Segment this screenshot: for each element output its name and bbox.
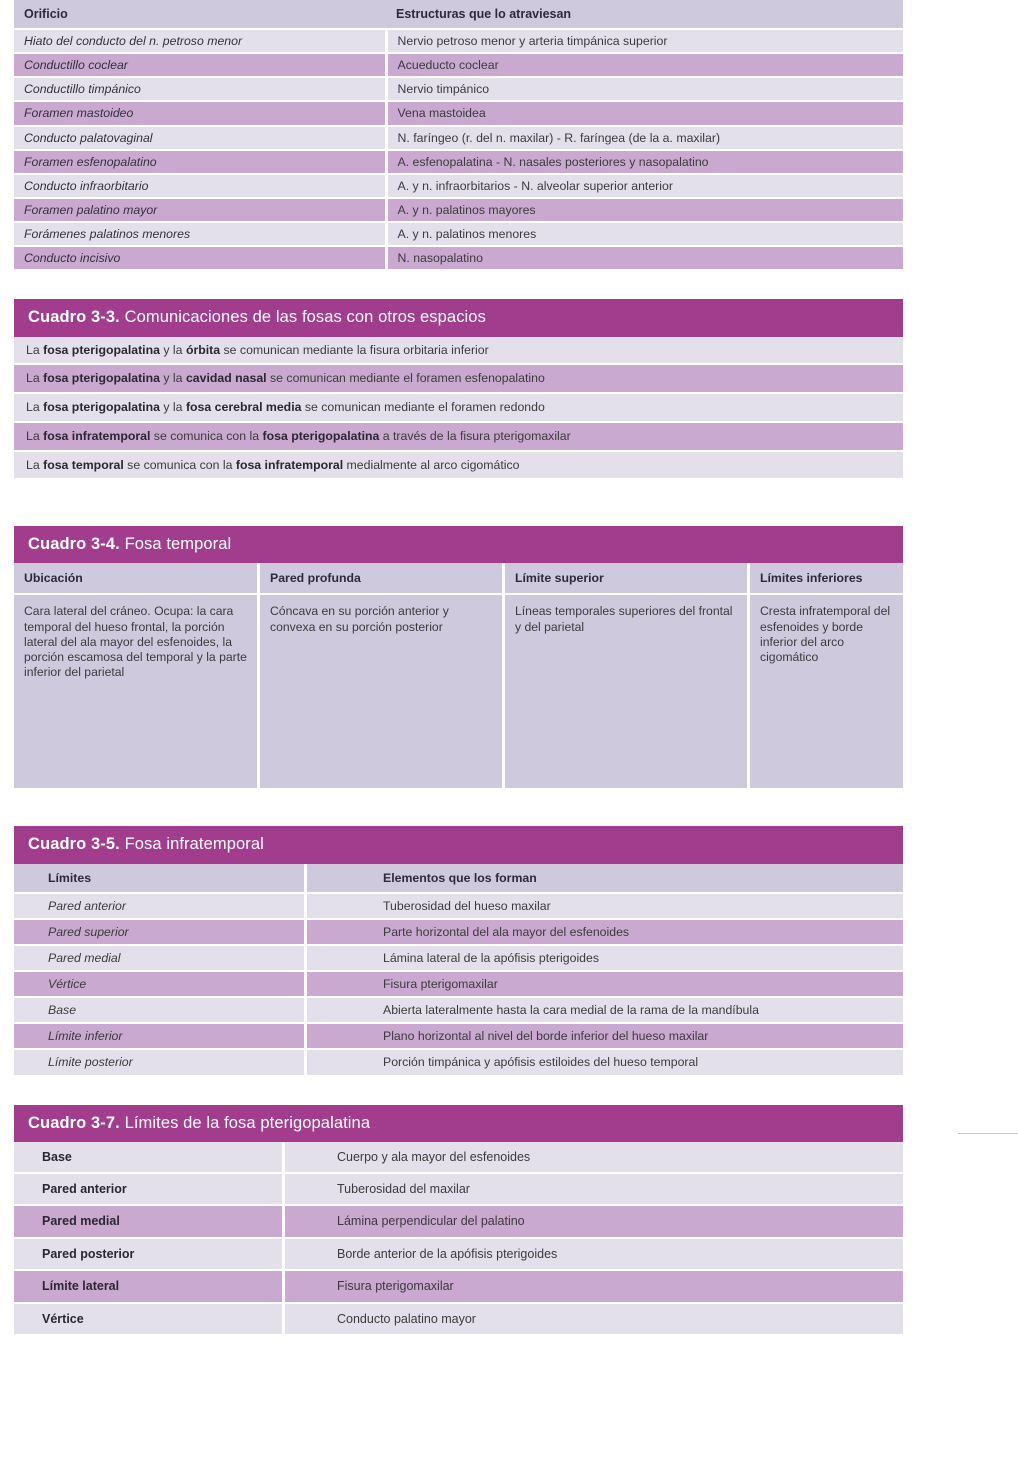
table-orificios-body [14,29,903,270]
cell-elemento: Lámina perpendicular del palatino [284,1205,904,1237]
cell-orificio: Foramen palatino mayor [14,198,386,222]
cell-orificio: Conducto infraorbitario [14,174,386,198]
cell-elemento: Fisura pterigomaxilar [284,1270,904,1302]
table-row [14,1023,903,1049]
table-row [14,594,903,788]
cell-orificio: Conducto incisivo [14,246,386,270]
table-row [14,29,903,53]
cuadro-3-7-title: Límites de la fosa pterigopalatina [124,1113,371,1132]
cuadro-3-4 [14,526,903,788]
cuadro-3-3-title: Comunicaciones de las fosas con otros espacios [124,308,486,327]
cell-orificio: Hiato del conducto del n. petroso menor [14,29,386,53]
cell-estructura: A. y n. palatinos mayores [386,198,903,222]
col-header-pared-profunda: Pared profunda [259,563,504,594]
cuadro-3-7-caption [14,1105,903,1142]
table-row [14,364,903,393]
cuadro-3-3-table [14,337,903,481]
cell-limite: Límite lateral [14,1270,284,1302]
cell-estructura: Nervio timpánico [386,77,903,101]
cell-limite-superior: Líneas temporales superiores del frontal y del parietal [504,594,749,788]
table-row [14,893,903,919]
cuadro-3-4-caption [14,526,903,563]
cell-comunicacion: La fosa pterigopalatina y la cavidad nasal se comunican mediante el foramen esfenopalatino [14,364,903,393]
col-header-estructuras: Estructuras que lo atraviesan [386,0,903,29]
cell-limite: Límite inferior [14,1023,306,1049]
table-row [14,1238,903,1270]
table-row [14,971,903,997]
cell-elemento: Lámina lateral de la apófisis pterigoides [306,945,904,971]
cuadro-3-4-label: Cuadro 3-4. [28,535,120,554]
table-row [14,919,903,945]
table-row [14,1049,903,1075]
col-header-elementos: Elementos que los forman [306,864,904,893]
cuadro-3-3 [14,299,903,480]
cell-pared-profunda: Cóncava en su porción anterior y convexa en su porción posterior [259,594,504,788]
cell-orificio: Foramen mastoideo [14,101,386,125]
cell-limite: Base [14,997,306,1023]
table-row [14,422,903,451]
cell-ubicacion: Cara lateral del cráneo. Ocupa: la cara temporal del hueso frontal, la porción lateral del ala mayor del esfenoides, la porción escamosa del temporal y la parte inferior del parietal [14,594,259,788]
table-row [14,77,903,101]
table-row [14,126,903,150]
cell-estructura: A. esfenopalatina - N. nasales posteriores y nasopalatino [386,150,903,174]
table-row [14,246,903,270]
spacer [0,1336,1018,1352]
cell-comunicacion: La fosa temporal se comunica con la fosa infratemporal medialmente al arco cigomático [14,451,903,480]
cell-elemento: Abierta lateralmente hasta la cara medial de la rama de la mandíbula [306,997,904,1023]
spacer [0,480,1018,526]
cuadro-3-5 [14,826,903,1076]
cell-estructura: N. faríngeo (r. del n. maxilar) - R. faríngea (de la a. maxilar) [386,126,903,150]
cell-elemento: Tuberosidad del hueso maxilar [306,893,904,919]
cell-elemento: Porción timpánica y apófisis estiloides del hueso temporal [306,1049,904,1075]
table-row [14,1142,903,1173]
cell-estructura: Acueducto coclear [386,53,903,77]
cuadro-3-3-caption [14,299,903,336]
col-header-limites-inferiores: Límites inferiores [749,563,904,594]
cell-elemento: Cuerpo y ala mayor del esfenoides [284,1142,904,1173]
cell-comunicacion: La fosa pterigopalatina y la fosa cerebral media se comunican mediante el foramen redondo [14,393,903,422]
cell-comunicacion: La fosa infratemporal se comunica con la fosa pterigopalatina a través de la fisura pterigomaxilar [14,422,903,451]
cell-limite: Pared medial [14,945,306,971]
table-orificios [14,0,903,271]
table-row [14,1303,903,1335]
cell-limite: Pared posterior [14,1238,284,1270]
cell-estructura: N. nasopalatino [386,246,903,270]
col-header-ubicacion: Ubicación [14,563,259,594]
page-margin-rule [958,1133,1018,1134]
cell-limite: Pared anterior [14,893,306,919]
cuadro-3-7 [14,1105,903,1336]
cuadro-3-7-table [14,1142,903,1336]
table-row [14,1270,903,1302]
cell-limite: Vértice [14,971,306,997]
table-row [14,451,903,480]
table-row [14,198,903,222]
table-row [14,222,903,246]
table-row [14,337,903,365]
cuadro-3-5-caption [14,826,903,863]
cell-elemento: Borde anterior de la apófisis pterigoides [284,1238,904,1270]
cell-limite: Pared superior [14,919,306,945]
col-header-orificio: Orificio [14,0,386,29]
cell-orificio: Foramen esfenopalatino [14,150,386,174]
cell-orificio: Conducto palatovaginal [14,126,386,150]
cell-elemento: Fisura pterigomaxilar [306,971,904,997]
cuadro-3-5-table [14,864,903,1077]
spacer [0,1077,1018,1105]
table-row [14,997,903,1023]
table-row [14,150,903,174]
table-row [14,1173,903,1205]
cell-elemento: Conducto palatino mayor [284,1303,904,1335]
table-header-row [14,864,903,893]
table-row [14,945,903,971]
cell-orificio: Forámenes palatinos menores [14,222,386,246]
table-row [14,1205,903,1237]
table-orificios-head [14,0,903,29]
cell-elemento: Parte horizontal del ala mayor del esfenoides [306,919,904,945]
cell-limites-inferiores: Cresta infratemporal del esfenoides y borde inferior del arco cigomático [749,594,904,788]
cell-estructura: Nervio petroso menor y arteria timpánica superior [386,29,903,53]
cuadro-3-4-title: Fosa temporal [124,535,232,554]
cuadro-3-4-table [14,563,903,788]
cell-estructura: Vena mastoidea [386,101,903,125]
cell-limite: Vértice [14,1303,284,1335]
cell-limite: Pared anterior [14,1173,284,1205]
cell-comunicacion: La fosa pterigopalatina y la órbita se comunican mediante la fisura orbitaria inferior [14,337,903,365]
cell-orificio: Conductillo timpánico [14,77,386,101]
cuadro-3-7-label: Cuadro 3-7. [28,1113,120,1132]
cuadro-3-5-title: Fosa infratemporal [124,835,264,854]
table-row [14,393,903,422]
table-row [14,174,903,198]
cell-estructura: A. y n. infraorbitarios - N. alveolar superior anterior [386,174,903,198]
col-header-limite-superior: Límite superior [504,563,749,594]
cuadro-3-3-label: Cuadro 3-3. [28,308,120,327]
table-header-row [14,563,903,594]
cuadro-3-5-label: Cuadro 3-5. [28,835,120,854]
cell-estructura: A. y n. palatinos menores [386,222,903,246]
cell-limite: Pared medial [14,1205,284,1237]
cell-elemento: Plano horizontal al nivel del borde inferior del hueso maxilar [306,1023,904,1049]
cell-elemento: Tuberosidad del maxilar [284,1173,904,1205]
table-header-row [14,0,903,29]
spacer [0,788,1018,826]
spacer [0,271,1018,299]
table-row [14,53,903,77]
cell-orificio: Conductillo coclear [14,53,386,77]
cell-limite: Base [14,1142,284,1173]
table-row [14,101,903,125]
col-header-limites: Límites [14,864,306,893]
cell-limite: Límite posterior [14,1049,306,1075]
